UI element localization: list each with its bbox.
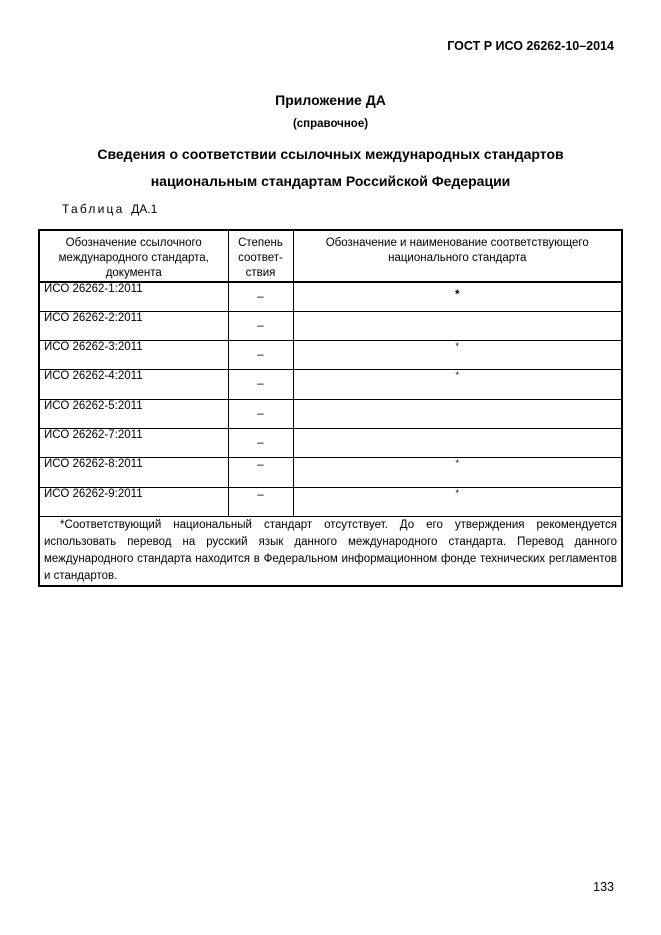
cell-national: *: [293, 458, 622, 487]
correspondence-table: [38, 229, 623, 587]
appendix-heading-line-2: национальным стандартам Российской Федерации: [150, 173, 511, 189]
cell-national: *: [293, 487, 622, 516]
cell-national: *: [293, 370, 622, 399]
cell-national: *: [293, 341, 622, 370]
cell-standard: ИСО 26262-9:2011: [39, 487, 228, 516]
cell-national: [293, 311, 622, 340]
cell-standard: ИСО 26262-8:2011: [39, 458, 228, 487]
table-row: [39, 370, 622, 399]
cell-degree: –: [228, 282, 293, 311]
table-row: [39, 282, 622, 311]
column-header-national-standard: Обозначение и наименование соответствующего национального стандарта: [293, 230, 622, 282]
cell-standard: ИСО 26262-2:2011: [39, 311, 228, 340]
cell-national: [293, 399, 622, 428]
appendix-heading-line-1: Сведения о соответствии ссылочных международных стандартов: [97, 146, 564, 162]
cell-degree: –: [228, 311, 293, 340]
table-note-row: [39, 516, 622, 586]
table-row: [39, 458, 622, 487]
table-row: [39, 487, 622, 516]
table-label: [62, 202, 157, 216]
cell-degree: –: [228, 370, 293, 399]
cell-standard: ИСО 26262-3:2011: [39, 341, 228, 370]
appendix-subtitle: (справочное): [292, 118, 369, 130]
cell-standard: ИСО 26262-4:2011: [39, 370, 228, 399]
table-row: [39, 311, 622, 340]
page-number: 133: [593, 880, 614, 894]
cell-national: *: [293, 282, 622, 311]
appendix-title: Приложение ДА: [275, 92, 386, 108]
table-row: [39, 428, 622, 457]
cell-degree: –: [228, 428, 293, 457]
cell-standard: ИСО 26262-1:2011: [39, 282, 228, 311]
cell-standard: ИСО 26262-5:2011: [39, 399, 228, 428]
cell-degree: –: [228, 399, 293, 428]
table-footnote: [39, 516, 622, 586]
table-row: [39, 341, 622, 370]
cell-degree: –: [228, 487, 293, 516]
column-header-degree: Степень соответ- ствия: [228, 230, 293, 282]
footnote-text: *Соответствующий национальный стандарт отсутствует. До его утверждения рекомендуется использовать перевод на русский язык данного международного стандарта. Перевод данного международного стандарта находится в Федеральном информационном фонде технических регламентов и стандартов.: [44, 518, 617, 582]
cell-degree: –: [228, 458, 293, 487]
table-row: [39, 399, 622, 428]
cell-degree: –: [228, 341, 293, 370]
table-header-row: [39, 230, 622, 282]
cell-national: [293, 428, 622, 457]
cell-standard: ИСО 26262-7:2011: [39, 428, 228, 457]
table-label-id: ДА.1: [131, 202, 158, 216]
column-header-international-standard: Обозначение ссылочного международного стандарта, документа: [39, 230, 228, 282]
document-code: ГОСТ Р ИСО 26262-10–2014: [447, 39, 614, 53]
table-label-word: Таблица: [62, 202, 125, 216]
